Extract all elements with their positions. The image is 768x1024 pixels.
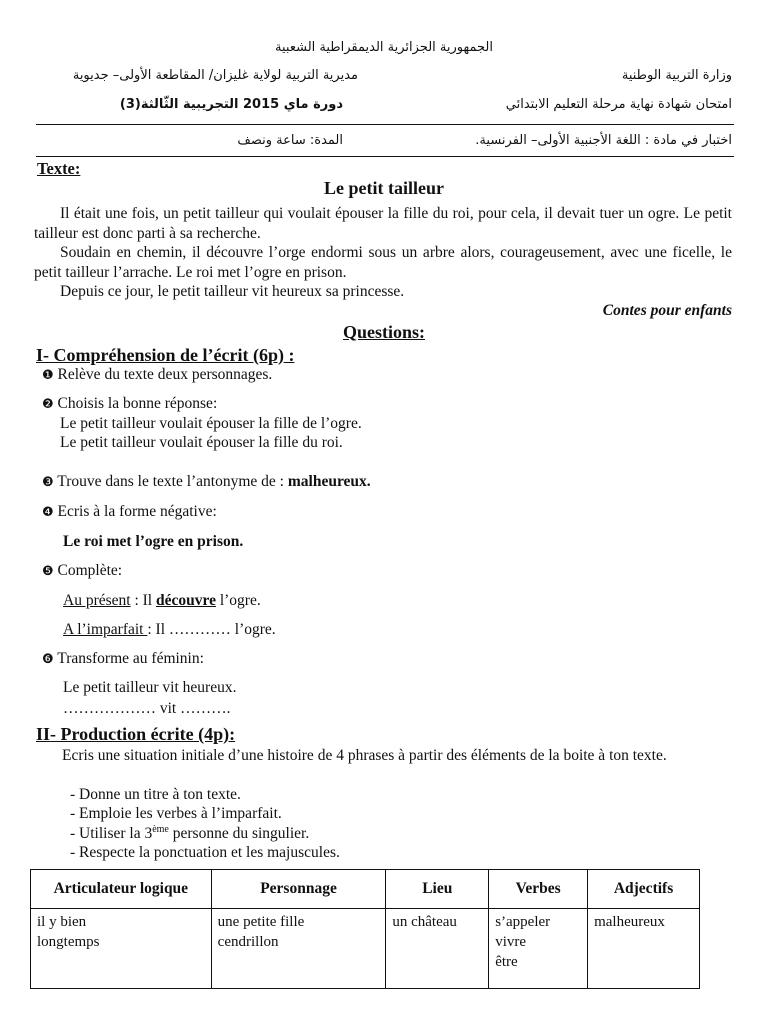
header-divider-2 [36, 156, 734, 157]
table-header-row [31, 870, 700, 909]
bullet-3-sup: ème [152, 824, 169, 835]
cell-line: il y bien [37, 914, 87, 930]
question-6-text: Transforme au féminin: [57, 650, 204, 667]
table-cell-verbes [489, 909, 588, 989]
question-6-line-1: Le petit tailleur vit heureux. [63, 679, 237, 696]
question-2-option-2: Le petit tailleur voulait épouser la fille du roi. [60, 434, 343, 451]
text-label: Texte: [37, 159, 81, 178]
question-4-text: Ecris à la forme négative: [57, 503, 217, 520]
table-header: Lieu [386, 870, 489, 909]
questions-heading: Questions: [342, 322, 425, 342]
header-subject: اختبار في مادة : اللغة الأجنبية الأولى– الفرنسية. [475, 133, 732, 148]
question-4 [42, 503, 217, 521]
text-title: Le petit tailleur [324, 178, 444, 198]
cell-line: un château [392, 914, 457, 930]
question-5-present [63, 592, 261, 610]
text-paragraph-3: Depuis ce jour, le petit tailleur vit heureux sa princesse. [60, 283, 405, 300]
question-3-word: malheureux. [287, 473, 371, 490]
text-paragraph-2: Soudain en chemin, il découvre l’orge endormi sous un arbre alors, courageusement, avec une ficelle, le petit tailleur l’arrache. Le roi met l’ogre en prison. [34, 244, 732, 281]
number-4-icon: ❹ [42, 505, 54, 520]
question-4-sentence: Le roi met l’ogre en prison. [63, 533, 244, 550]
question-6 [42, 650, 204, 668]
header-duration: المدة: ساعة ونصف [237, 133, 343, 148]
question-5-text: Complète: [57, 562, 123, 579]
header-directorate: مديرية التربية لولاية غليزان/ المقاطعة الأولى– جديوية [72, 68, 358, 83]
production-bullet-1: - Donne un titre à ton texte. [70, 786, 241, 803]
number-2-icon: ❷ [42, 397, 54, 412]
table-cell-lieu [386, 909, 489, 989]
table-row [31, 909, 700, 989]
number-6-icon: ❻ [42, 652, 54, 667]
table-header: Verbes [489, 870, 588, 909]
cell-line: malheureux [594, 914, 665, 930]
header-exam: امتحان شهادة نهاية مرحلة التعليم الابتدائي [505, 97, 732, 112]
production-instruction: Ecris une situation initiale d’une histoire de 4 phrases à partir des éléments de la boite à ton texte. [62, 747, 667, 764]
imparfait-label: A l’imparfait [63, 621, 148, 638]
table-cell-personnage [211, 909, 386, 989]
text-source: Contes pour enfants [602, 302, 732, 319]
cell-line: cendrillon [217, 934, 279, 950]
part1-heading: I- Compréhension de l’écrit (6p) : [36, 345, 295, 365]
question-5-imparfait [63, 621, 276, 639]
present-rest: l’ogre. [215, 592, 261, 609]
table-cell-articulateur [31, 909, 212, 989]
text-paragraph-1: Il était une fois, un petit tailleur qui voulait épouser la fille du roi, pour cela, il devait tuer un ogre. Le petit tailleur est donc parti à sa recherche. [34, 205, 732, 242]
table-cell-adjectifs [588, 909, 700, 989]
question-6-line-2: ……………… vit ………. [63, 700, 231, 717]
header-ministry: وزارة التربية الوطنية [621, 68, 732, 83]
cell-line: vivre [495, 934, 527, 950]
header-republic: الجمهورية الجزائرية الديمقراطية الشعبية [275, 40, 493, 55]
production-bullet-2: - Emploie les verbes à l’imparfait. [70, 805, 282, 822]
production-bullet-3 [70, 824, 309, 843]
present-verb: découvre [155, 592, 216, 609]
cell-line: être [495, 954, 518, 970]
question-3 [42, 473, 371, 491]
question-1-text: Relève du texte deux personnages. [57, 366, 273, 383]
present-label: Au présent [63, 592, 131, 609]
table-header: Personnage [211, 870, 386, 909]
header-divider [36, 124, 734, 125]
production-bullet-4: - Respecte la ponctuation et les majuscules. [70, 844, 340, 861]
question-3-text: Trouve dans le texte l’antonyme de : [57, 473, 288, 490]
imparfait-text: : Il ………… l’ogre. [147, 621, 276, 638]
elements-table [30, 869, 700, 989]
table-header: Adjectifs [588, 870, 700, 909]
present-subject: : Il [130, 592, 156, 609]
number-5-icon: ❺ [42, 564, 54, 579]
cell-line: une petite fille [217, 914, 305, 930]
question-2-option-1: Le petit tailleur voulait épouser la fille de l’ogre. [60, 415, 362, 432]
table-header: Articulateur logique [31, 870, 212, 909]
question-5 [42, 562, 122, 580]
header-session: دورة ماي 2015 التجريبية الثّالثة(3) [119, 97, 343, 112]
question-2-text: Choisis la bonne réponse: [57, 395, 218, 412]
question-1 [42, 366, 272, 384]
part2-heading: II- Production écrite (4p): [36, 724, 236, 744]
number-3-icon: ❸ [42, 475, 54, 490]
question-2 [42, 395, 217, 413]
bullet-3-start: - Utiliser la 3 [70, 825, 153, 843]
cell-line: longtemps [37, 934, 100, 950]
bullet-3-end: personne du singulier. [168, 825, 310, 843]
cell-line: s’appeler [495, 914, 551, 930]
number-1-icon: ❶ [42, 368, 54, 383]
